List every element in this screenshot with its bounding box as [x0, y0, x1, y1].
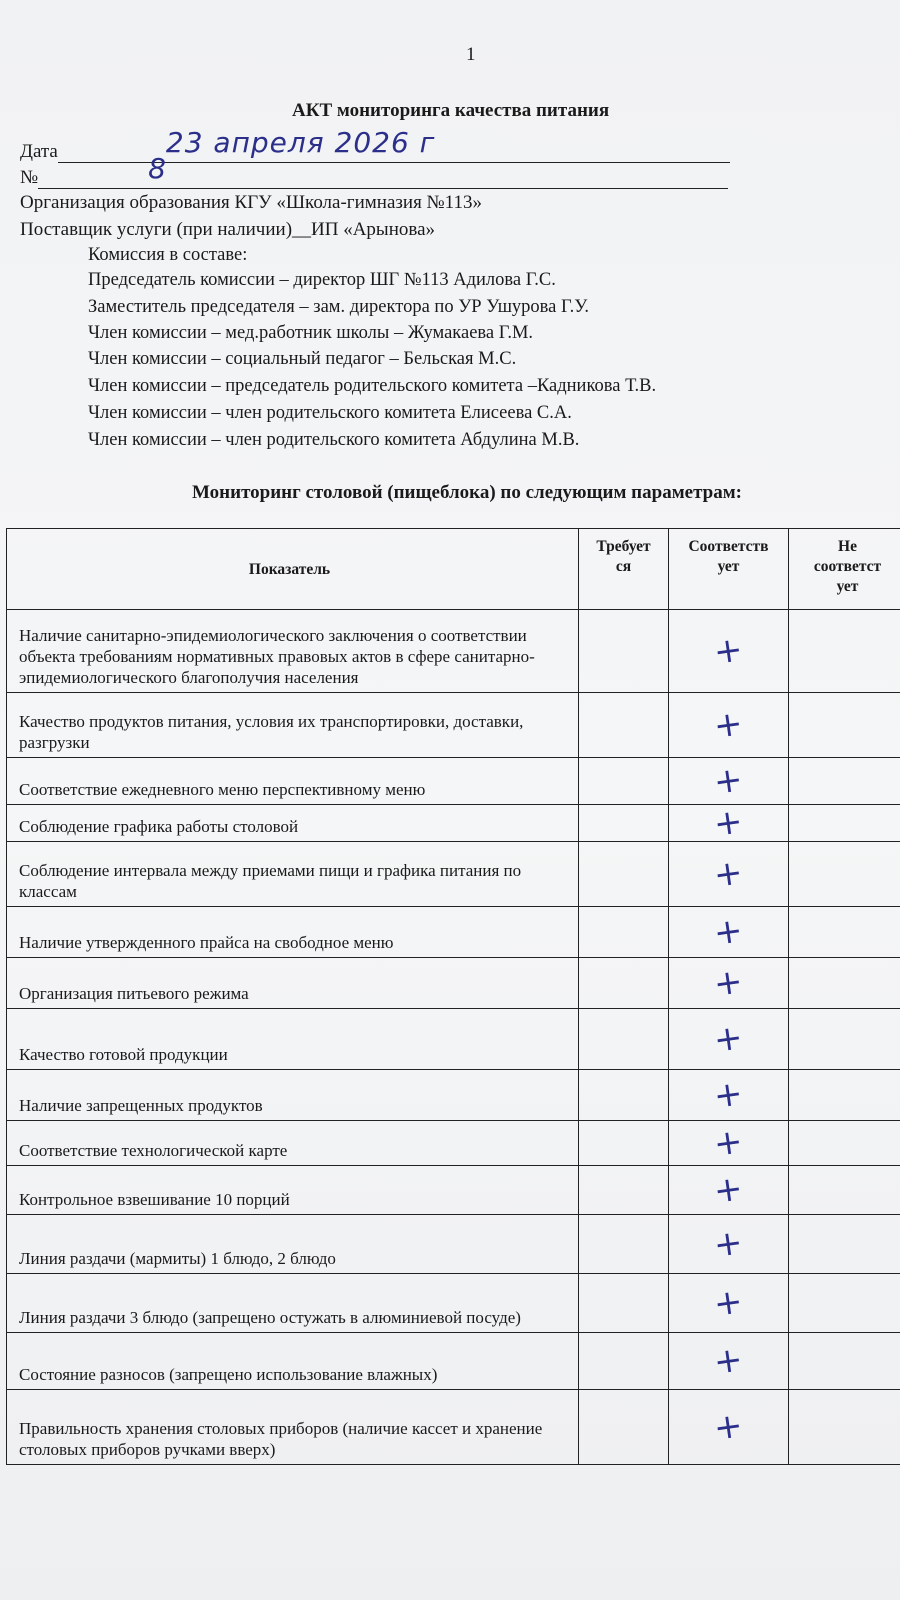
table-row	[6, 758, 900, 805]
row-compliant-cell	[668, 958, 788, 1008]
row-indicator: Наличие санитарно-эпидемиологического заключения о соответствии объекта требованиям нормативных правовых актов в сфере санитарно-эпидемиологического благополучия населения	[6, 610, 578, 692]
row-compliant-cell	[668, 758, 788, 804]
section-title: Мониторинг столовой (пищеблока) по следующим параметрам:	[192, 482, 742, 503]
handwritten-plus-mark: +	[711, 910, 746, 954]
row-indicator: Состояние разносов (запрещено использование влажных)	[6, 1333, 578, 1389]
page-number: 1	[466, 44, 476, 65]
row-required-cell	[578, 842, 668, 906]
handwritten-plus-mark: +	[711, 759, 746, 803]
row-not-compliant-cell	[788, 805, 900, 841]
number-label: №	[20, 167, 39, 188]
row-compliant-cell	[668, 610, 788, 692]
row-not-compliant-cell	[788, 907, 900, 957]
handwritten-plus-mark: +	[711, 1121, 746, 1165]
row-indicator: Наличие запрещенных продуктов	[6, 1070, 578, 1120]
row-not-compliant-cell	[788, 1070, 900, 1120]
row-indicator: Качество продуктов питания, условия их транспортировки, доставки, разгрузки	[6, 693, 578, 757]
row-required-cell	[578, 1121, 668, 1165]
table-row	[6, 1274, 900, 1333]
row-compliant-cell	[668, 1121, 788, 1165]
table-header-row	[6, 529, 900, 610]
table-row	[6, 801, 900, 845]
document-title: АКТ мониторинга качества питания	[292, 100, 610, 121]
table-row	[6, 1121, 900, 1166]
row-not-compliant-cell	[788, 1390, 900, 1464]
row-not-compliant-cell	[788, 1166, 900, 1214]
row-compliant-cell	[668, 1333, 788, 1389]
row-required-cell	[578, 1215, 668, 1273]
header-compliant: Соответств ует	[668, 529, 788, 609]
row-indicator: Линия раздачи 3 блюдо (запрещено остужать в алюминиевой посуде)	[6, 1274, 578, 1332]
handwritten-plus-mark: +	[711, 961, 746, 1005]
handwritten-plus-mark: +	[711, 629, 746, 673]
handwritten-plus-mark: +	[711, 1017, 746, 1061]
table-row	[6, 907, 900, 958]
row-compliant-cell	[668, 801, 788, 845]
row-compliant-cell	[668, 1390, 788, 1464]
row-indicator: Организация питьевого режима	[6, 958, 578, 1008]
handwritten-plus-mark: +	[711, 1222, 746, 1266]
row-not-compliant-cell	[788, 1215, 900, 1273]
commission-member: Член комиссии – мед.работник школы – Жумакаева Г.М.	[88, 323, 534, 343]
number-handwritten: 8	[148, 152, 167, 185]
handwritten-plus-mark: +	[711, 1073, 746, 1117]
row-required-cell	[578, 1070, 668, 1120]
row-not-compliant-cell	[788, 1274, 900, 1332]
row-not-compliant-cell	[788, 1009, 900, 1069]
row-required-cell	[578, 805, 668, 841]
row-compliant-cell	[668, 1215, 788, 1273]
row-indicator: Соответствие технологической карте	[6, 1121, 578, 1165]
row-compliant-cell	[668, 1009, 788, 1069]
row-compliant-cell	[668, 842, 788, 906]
handwritten-plus-mark: +	[711, 801, 746, 845]
commission-member: Член комиссии – член родительского комитета Елисеева С.А.	[88, 403, 572, 423]
row-indicator: Контрольное взвешивание 10 порций	[6, 1166, 578, 1214]
header-not-compliant: Не соответст ует	[788, 529, 900, 609]
commission-member: Член комиссии – социальный педагог – Бельская М.С.	[88, 349, 517, 369]
row-indicator: Соблюдение графика работы столовой	[6, 805, 578, 841]
commission-member: Председатель комиссии – директор ШГ №113 Адилова Г.С.	[88, 270, 556, 290]
row-required-cell	[578, 1166, 668, 1214]
handwritten-plus-mark: +	[711, 1405, 746, 1449]
handwritten-plus-mark: +	[711, 1281, 746, 1325]
row-required-cell	[578, 1274, 668, 1332]
row-not-compliant-cell	[788, 1333, 900, 1389]
row-required-cell	[578, 907, 668, 957]
header-required: Требует ся	[578, 529, 668, 609]
organization: Организация образования КГУ «Школа-гимназия №113»	[20, 192, 482, 213]
header-indicator: Показатель	[6, 529, 578, 609]
table-row	[6, 610, 900, 693]
row-not-compliant-cell	[788, 842, 900, 906]
handwritten-plus-mark: +	[711, 1339, 746, 1383]
row-not-compliant-cell	[788, 758, 900, 804]
date-handwritten: 23 апреля 2026 г	[165, 126, 436, 159]
table-row	[6, 1333, 900, 1390]
row-indicator: Соответствие ежедневного меню перспективному меню	[6, 758, 578, 804]
row-required-cell	[578, 1009, 668, 1069]
monitoring-table	[6, 528, 900, 1465]
row-not-compliant-cell	[788, 958, 900, 1008]
row-compliant-cell	[668, 693, 788, 757]
commission-member: Член комиссии – член родительского комитета Абдулина М.В.	[88, 430, 580, 450]
row-compliant-cell	[668, 907, 788, 957]
handwritten-plus-mark: +	[711, 1168, 746, 1212]
table-row	[6, 842, 900, 907]
number-line	[38, 152, 728, 189]
row-indicator: Соблюдение интервала между приемами пищи и графика питания по классам	[6, 842, 578, 906]
row-required-cell	[578, 1333, 668, 1389]
table-row	[6, 1215, 900, 1274]
row-not-compliant-cell	[788, 693, 900, 757]
row-not-compliant-cell	[788, 1121, 900, 1165]
row-required-cell	[578, 1390, 668, 1464]
row-indicator: Линия раздачи (мармиты) 1 блюдо, 2 блюдо	[6, 1215, 578, 1273]
row-not-compliant-cell	[788, 610, 900, 692]
supplier: Поставщик услуги (при наличии)__ИП «Арынова»	[20, 219, 436, 240]
table-row	[6, 1070, 900, 1121]
handwritten-plus-mark: +	[711, 703, 746, 747]
row-compliant-cell	[668, 1166, 788, 1214]
row-required-cell	[578, 610, 668, 692]
row-compliant-cell	[668, 1274, 788, 1332]
row-indicator: Качество готовой продукции	[6, 1009, 578, 1069]
table-body	[6, 610, 900, 1465]
row-required-cell	[578, 958, 668, 1008]
row-indicator: Правильность хранения столовых приборов (наличие кассет и хранение столовых приборов ручками вверх)	[6, 1390, 578, 1464]
row-required-cell	[578, 758, 668, 804]
table-row	[6, 1390, 900, 1465]
date-label: Дата	[20, 141, 58, 162]
commission-member: Член комиссии – председатель родительского комитета –Кадникова Т.В.	[88, 376, 657, 396]
row-required-cell	[578, 693, 668, 757]
commission-member: Заместитель председателя – зам. директора по УР Ушурова Г.У.	[88, 297, 589, 317]
number-field	[20, 152, 728, 189]
table-row	[6, 1166, 900, 1215]
row-indicator: Наличие утвержденного прайса на свободное меню	[6, 907, 578, 957]
date-field	[20, 126, 730, 163]
table-row	[6, 1009, 900, 1070]
handwritten-plus-mark: +	[711, 852, 746, 896]
table-row	[6, 693, 900, 758]
row-compliant-cell	[668, 1070, 788, 1120]
table-row	[6, 958, 900, 1009]
commission-label: Комиссия в составе:	[88, 245, 248, 265]
